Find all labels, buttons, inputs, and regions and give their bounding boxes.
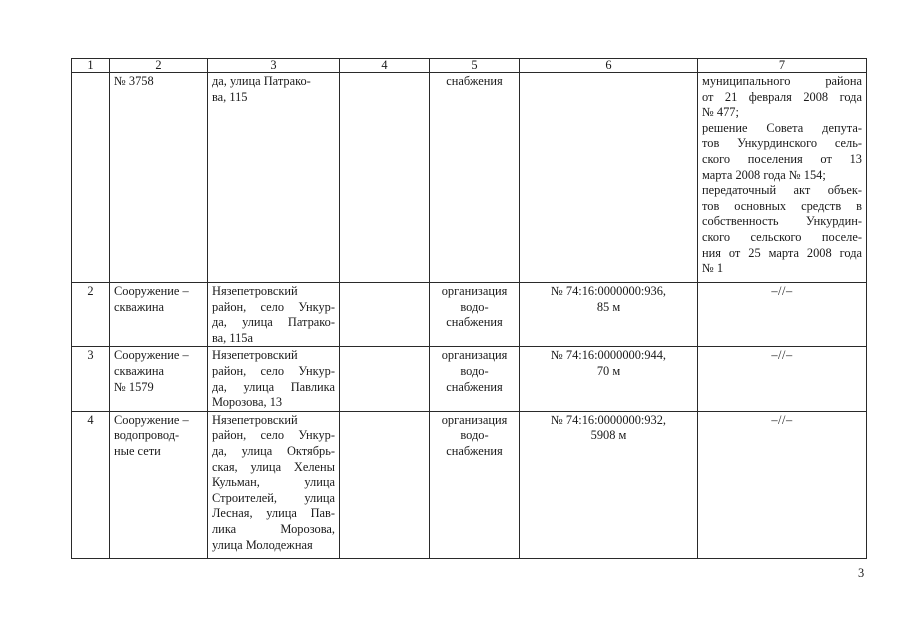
purpose-cell [430,283,520,347]
purpose-line: организация [441,412,508,427]
header-row [72,59,867,73]
table-row [72,347,867,411]
address-cell [208,73,340,283]
basis-line: муниципального района [702,74,862,88]
ditto-mark: –//– [771,284,793,298]
address-line: лика Морозова, [212,521,335,536]
purpose-line: снабжения [446,443,503,458]
ditto-mark: –//– [771,348,793,363]
address-line: район, село Ункур- [212,428,335,443]
row-number-cell [72,283,110,347]
cadastral-line: 70 м [596,363,621,378]
row-number: 3 [87,348,94,363]
address-line: Кульман, улица [212,475,335,490]
basis-line: № 477; [702,105,739,120]
basis-line: решение Совета депута- [702,120,862,135]
table-row [72,283,867,347]
basis-line: марта 2008 года № 154; [702,167,826,182]
property-table [71,58,867,559]
column-header: 7 [698,59,867,73]
basis-cell [698,283,867,347]
row-number: 2 [87,284,94,298]
purpose-line: снабжения [446,74,503,88]
column-header: 2 [110,59,208,73]
address-line: Нязепетровский [212,348,298,363]
col4-cell [340,411,430,558]
row-number: 4 [87,412,94,427]
object-name-cell [110,73,208,283]
purpose-line: водо- [460,299,489,314]
address-cell [208,347,340,411]
column-header: 5 [430,59,520,73]
address-line: Нязепетровский [212,412,298,427]
col4-cell [340,73,430,283]
object-name-cell [110,411,208,558]
object-name-line: водопровод- [114,428,180,443]
basis-cell [698,411,867,558]
ditto-mark: –//– [771,412,793,427]
purpose-cell [430,347,520,411]
address-cell [208,283,340,347]
basis-line: № 1 [702,261,724,276]
purpose-cell [430,73,520,283]
column-header: 4 [340,59,430,73]
object-name-line: скважина [114,363,165,378]
column-header: 1 [72,59,110,73]
basis-line: тов Ункурдинского сель- [702,136,862,151]
address-line: ва, 115 [212,89,248,104]
cadastral-line: № 74:16:0000000:944, [550,348,667,363]
cadastral-line: 85 м [596,299,621,314]
cadastral-cell [520,347,698,411]
address-line: Нязепетровский [212,284,298,298]
object-name-cell [110,347,208,411]
table-row [72,411,867,558]
basis-line: тов основных средств в [702,198,862,213]
address-line: да, улица Патрако- [212,74,311,88]
address-line: да, улица Октябрь- [212,443,335,458]
cadastral-line: № 74:16:0000000:932, [550,412,667,427]
object-name-line: Сооружение – [114,284,189,298]
col4-cell [340,347,430,411]
address-line: район, село Ункур- [212,299,335,314]
object-name-line: скважина [114,299,165,314]
row-number-cell [72,73,110,283]
object-name-line: № 1579 [114,379,154,394]
address-line: ва, 115а [212,330,254,345]
object-name-line: ные сети [114,443,161,458]
column-header: 6 [520,59,698,73]
purpose-line: водо- [460,428,489,443]
basis-cell [698,73,867,283]
basis-cell [698,347,867,411]
address-line: ская, улица Хелены [212,459,335,474]
purpose-cell [430,411,520,558]
purpose-line: организация [441,348,508,363]
object-name-line: Сооружение – [114,348,189,363]
purpose-line: снабжения [446,315,503,330]
object-name-cell [110,283,208,347]
purpose-line: водо- [460,363,489,378]
purpose-line: снабжения [446,379,503,394]
basis-line: ния от 25 марта 2008 года [702,245,862,260]
address-line: Строителей, улица [212,490,335,505]
cadastral-line: 5908 м [590,428,627,443]
address-line: да, улица Патрако- [212,315,335,330]
basis-line: от 21 февраля 2008 года [702,89,862,104]
basis-line: собственность Ункурдин- [702,214,862,229]
address-line: район, село Ункур- [212,363,335,378]
object-name-line: № 3758 [114,74,154,88]
cadastral-cell [520,411,698,558]
cadastral-line: № 74:16:0000000:936, [550,284,667,298]
cadastral-cell [520,283,698,347]
address-line: да, улица Павлика [212,379,335,394]
purpose-line: организация [441,284,508,298]
basis-line: ского поселения от 13 [702,151,862,166]
address-cell [208,411,340,558]
table-row [72,73,867,283]
address-line: Лесная, улица Пав- [212,506,335,521]
basis-line: передаточный акт объек- [702,183,862,198]
page-number: 3 [858,566,865,580]
cadastral-cell [520,73,698,283]
row-number-cell [72,411,110,558]
address-line: Морозова, 13 [212,395,283,410]
object-name-line: Сооружение – [114,412,189,427]
row-number-cell [72,347,110,411]
basis-line: ского сельского поселе- [702,229,862,244]
column-header: 3 [208,59,340,73]
col4-cell [340,283,430,347]
address-line: улица Молодежная [212,537,313,552]
